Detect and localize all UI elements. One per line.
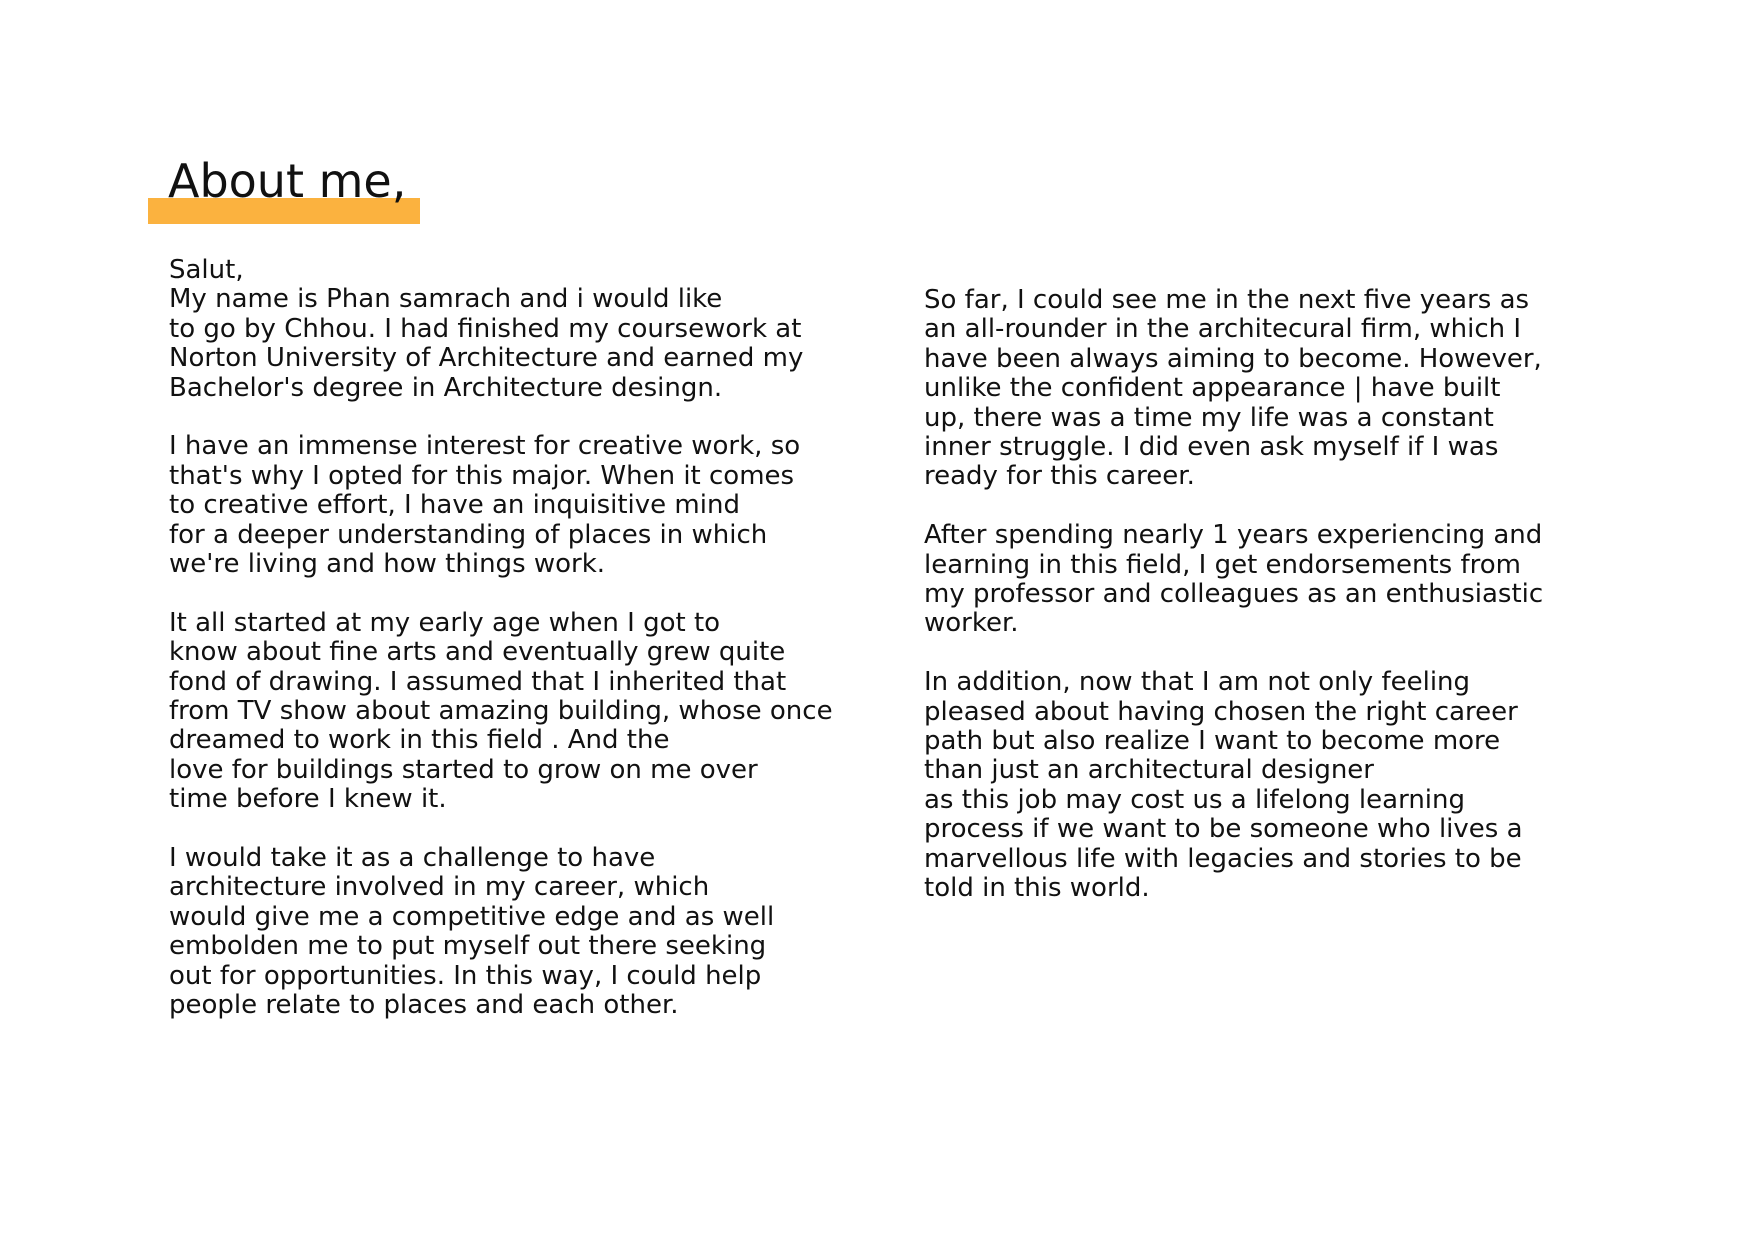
left-paragraph-1 <box>169 256 869 403</box>
text-line: we're living and how things work. <box>169 549 606 580</box>
right-paragraph-1 <box>924 286 1624 492</box>
text-line: have been always aiming to become. However, <box>924 343 1542 374</box>
text-line: architecture involved in my career, which <box>169 872 710 903</box>
text-line: Norton University of Architecture and earned my <box>169 343 804 374</box>
text-line: to creative effort, I have an inquisitive mind <box>169 490 740 521</box>
text-line: my professor and colleagues as an enthusiastic <box>924 579 1544 610</box>
page-title: About me, <box>168 154 407 208</box>
text-line: an all-rounder in the architecural firm, which I <box>924 314 1522 345</box>
text-line: up, there was a time my life was a constant <box>924 402 1494 433</box>
right-text-column <box>924 286 1624 933</box>
text-line: learning in this field, I get endorsements from <box>924 549 1521 580</box>
left-paragraph-3 <box>169 609 869 815</box>
right-paragraph-2 <box>924 521 1624 639</box>
text-line: for a deeper understanding of places in which <box>169 519 768 550</box>
text-line: from TV show about amazing building, whose once <box>169 696 833 727</box>
text-line: time before I knew it. <box>169 784 447 815</box>
text-line: out for opportunities. In this way, I could help <box>169 960 762 991</box>
text-line: ready for this career. <box>924 461 1195 492</box>
text-line: dreamed to work in this field . And the <box>169 725 670 756</box>
text-line: pleased about having chosen the right career <box>924 696 1518 727</box>
text-line: embolden me to put myself out there seeking <box>169 931 767 962</box>
left-text-column <box>169 256 869 1050</box>
text-line: to go by Chhou. I had finished my coursework at <box>169 313 802 344</box>
text-line: unlike the confident appearance | have built <box>924 373 1501 404</box>
text-line: My name is Phan samrach and i would like <box>169 284 723 315</box>
text-line: that's why I opted for this major. When it comes <box>169 460 795 491</box>
text-line: I would take it as a challenge to have <box>169 843 656 874</box>
text-line: I have an immense interest for creative work, so <box>169 431 801 462</box>
text-line: love for buildings started to grow on me over <box>169 754 758 785</box>
text-line: Bachelor's degree in Architecture desingn. <box>169 372 723 403</box>
text-line: as this job may cost us a lifelong learning <box>924 784 1465 815</box>
text-line: inner struggle. I did even ask myself if I was <box>924 432 1499 463</box>
text-line: people relate to places and each other. <box>169 990 679 1021</box>
text-line: know about fine arts and eventually grew quite <box>169 637 786 668</box>
left-paragraph-4 <box>169 844 869 1020</box>
title-block <box>148 150 420 230</box>
text-line: So far, I could see me in the next five years as <box>924 285 1530 315</box>
text-line: marvellous life with legacies and stories to be <box>924 843 1522 874</box>
text-line: worker. <box>924 608 1019 639</box>
text-line: told in this world. <box>924 873 1150 904</box>
left-paragraph-2 <box>169 432 869 579</box>
text-line: Salut, <box>169 255 244 285</box>
text-line: path but also realize I want to become more <box>924 726 1501 757</box>
text-line: It all started at my early age when I got to <box>169 607 721 638</box>
text-line: than just an architectural designer <box>924 755 1374 786</box>
text-line: process if we want to be someone who lives a <box>924 814 1523 845</box>
right-paragraph-3 <box>924 668 1624 903</box>
text-line: In addition, now that I am not only feeling <box>924 667 1471 698</box>
text-line: After spending nearly 1 years experiencing and <box>924 520 1543 551</box>
text-line: fond of drawing. I assumed that I inherited that <box>169 666 787 697</box>
text-line: would give me a competitive edge and as well <box>169 901 775 932</box>
